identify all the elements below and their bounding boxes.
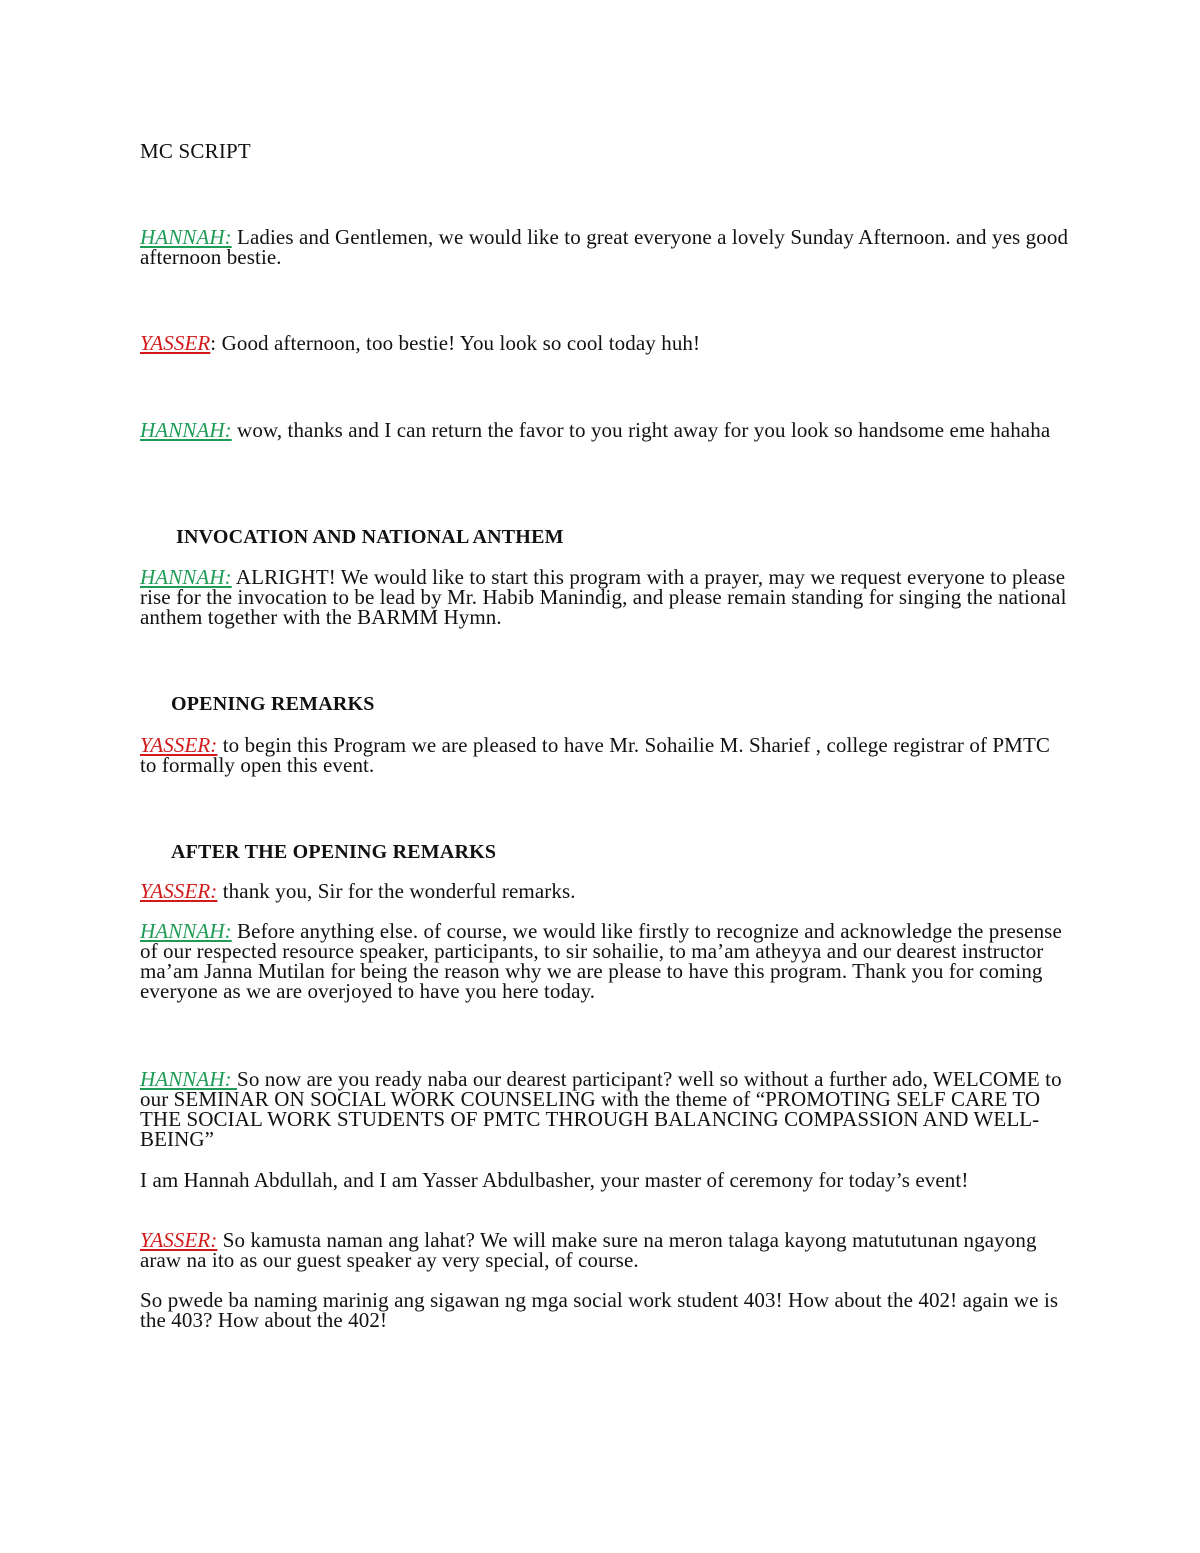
heading-after-opening-remarks: AFTER THE OPENING REMARKS — [171, 841, 497, 863]
speaker-label-hannah: HANNAH: — [140, 919, 232, 943]
document-title: MC SCRIPT — [140, 139, 251, 163]
line-text: wow, thanks and I can return the favor to you right away for you look so handsome eme hahaha — [231, 418, 1051, 442]
line-text: So now are you ready naba our dearest participant? well so without a further ado, WELCOME to our SEMINAR ON SOCIAL WORK COUNSELING with the theme of “PROMOTING SELF CARE TO THE SOCIAL WORK STUDENTS OF PMTC THROUGH BALANCING COMPASSION AND WELL-BEING” — [140, 1067, 1062, 1151]
line-text: thank you, Sir for the wonderful remarks. — [217, 879, 576, 903]
line-text: So kamusta naman ang lahat? We will make sure na meron talaga kayong matututunan ngayong araw na ito as our guest speaker ay very special, of course. — [140, 1228, 1037, 1272]
speaker-label-hannah: HANNAH: — [140, 225, 232, 249]
line-text: Before anything else. of course, we would like firstly to recognize and acknowledge the presense of our respected resource speaker, participants, to sir sohailie, to ma’am atheyya and our dearest instructor ma’am Janna Mutilan for being the reason why we are please to have this program. Thank you for coming everyone as we are overjoyed to have you here today. — [140, 919, 1062, 1003]
line-text: Good afternoon, too bestie! You look so cool today huh! — [216, 331, 701, 355]
script-line-introduction: I am Hannah Abdullah, and I am Yasser Abdulbasher, your master of ceremony for today’s event! — [140, 1168, 969, 1192]
line-colon: : — [210, 331, 217, 355]
speaker-label-yasser: YASSER: — [140, 879, 218, 903]
script-line-yasser-kamusta — [140, 1230, 1070, 1270]
line-text: Ladies and Gentlemen, we would like to great everyone a lovely Sunday Afternoon. and yes good afternoon bestie. — [140, 225, 1069, 269]
script-line-sigawan: So pwede ba naming marinig ang sigawan ng mga social work student 403! How about the 402! again we is the 403? How about the 402! — [140, 1288, 1059, 1332]
script-line-yasser-opening — [140, 735, 1070, 775]
script-line-hannah-prayer — [140, 567, 1070, 627]
line-text: to begin this Program we are pleased to have Mr. Sohailie M. Sharief , college registrar of PMTC to formally open this event. — [140, 733, 1050, 777]
heading-opening-remarks: OPENING REMARKS — [171, 693, 375, 715]
script-line-yasser-thanks — [140, 881, 1070, 901]
script-line-hannah-greeting — [140, 227, 1070, 267]
speaker-label-hannah: HANNAH: — [140, 565, 232, 589]
speaker-label-yasser: YASSER — [140, 331, 211, 355]
script-line-yasser-reply — [140, 333, 1070, 353]
speaker-label-hannah: HANNAH: — [140, 1067, 238, 1091]
speaker-label-hannah: HANNAH: — [140, 418, 232, 442]
heading-invocation: INVOCATION AND NATIONAL ANTHEM — [176, 526, 564, 548]
script-line-hannah-acknowledge — [140, 921, 1070, 1001]
line-text: ALRIGHT! We would like to start this program with a prayer, may we request everyone to please rise for the invocation to be lead by Mr. Habib Manindig, and please remain standing for singing the national anthem together with the BARMM Hymn. — [140, 565, 1067, 629]
speaker-label-yasser: YASSER: — [140, 733, 218, 757]
script-line-hannah-favor — [140, 420, 1070, 440]
script-line-hannah-welcome — [140, 1069, 1070, 1149]
speaker-label-yasser: YASSER: — [140, 1228, 218, 1252]
